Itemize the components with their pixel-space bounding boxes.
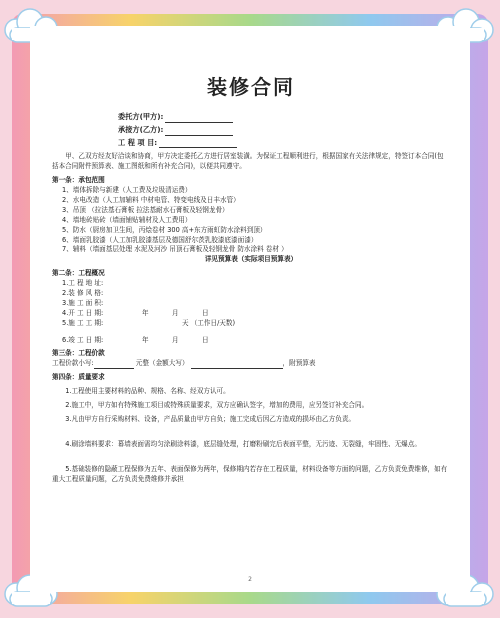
duration-unit: 天 （工作日/天数) [182,318,236,327]
list-item: 2、水电改造（人工加辅料 中材电管、特变电线及日丰水管） [62,195,240,204]
price-row [52,359,450,369]
price-suffix: ，附预算表 [282,359,316,368]
list-item: 7、辅料（墙面基层处理 水泥及河沙 吊顶石膏板及轻钢龙骨 防水涂料 卷材 ） [62,245,288,254]
day-unit: 日 [202,335,209,344]
list-item: 6、墙面乳胶漆（人工加乳胶漆基层及德国舒尔茨乳胶漆底漆面漆） [62,235,258,244]
document-title: 装修合同 [207,75,295,99]
party-a-label: 委托方(甲方): [118,112,164,121]
overview-label: 4.开 工 日 期: [62,308,104,317]
overview-label: 2.装 修 风 格: [62,288,104,297]
overview-row [52,309,450,319]
page-number: 2 [248,576,252,583]
overview-row [52,299,450,309]
scope-list [52,186,450,255]
contract-page [30,26,470,592]
list-item: 3、吊顶 （拉法基石膏板 拉法基耐水石膏板及轻钢龙骨） [62,205,229,214]
quality-paragraph-1: 1.工程使用主要材料的品种、规格、名称、经双方认可。 [65,387,230,396]
project-field [118,138,450,149]
price-words-blank[interactable] [191,360,283,369]
overview-label: 3.施 工 面 积: [62,298,104,307]
overview-row [52,279,450,289]
section2-title: 第二条：工程概况 [52,269,105,278]
overview-label: 1.工 程 地 址: [62,279,104,288]
section3-title: 第三条：工程价款 [52,349,105,358]
project-label: 工 程 项 目: [118,137,158,147]
price-mid: 元整（金额大写） [135,359,189,368]
day-unit: 日 [202,308,209,317]
party-a-field [118,112,450,123]
quality-paragraph-4: 4.刷涂墙料要求：幕墙表面需均匀涂刷涂料漆，底层缝处理，打磨粉刷完后表面平整，无污迹、无裂缝，牢固性、无爆点。 [65,439,421,448]
overview-row [52,336,450,346]
year-unit: 年 [142,335,149,344]
list-item: 4、墙地砖贴砖（墙面铺贴辅材及人工费用） [62,215,192,224]
budget-note: 详见预算表（实际项目预算表） [204,255,298,264]
section4-title: 第四条：质量要求 [52,373,105,382]
party-b-label: 承接方(乙方): [118,124,164,134]
list-item: 5、防水（厨房加卫生间，丙烩卷材 300 高+东方雨虹防水涂料到顶） [62,225,267,234]
party-b-blank[interactable] [165,127,233,136]
price-prefix: 工程价款小写: [52,359,94,368]
overview-label: 5.施 工 工 期: [62,318,104,327]
year-unit: 年 [142,308,149,317]
price-amount-blank[interactable] [94,360,134,369]
project-blank[interactable] [159,139,237,148]
quality-paragraph-2: 2.施工中，甲方如有特殊施工项目或特殊质量要求，双方应确认签字，增加的费用，应另签订补充合同。 [65,400,369,409]
party-a-blank[interactable] [165,114,233,123]
quality-paragraph-3: 3.凡由甲方自行采购材料、设备，产品质量由甲方自负；施工完成后因乙方造成的损坏由乙方负责。 [65,414,356,423]
overview-label: 6.竣 工 日 期: [62,335,104,344]
month-unit: 月 [172,308,179,317]
section1-title: 第一条：承包范围 [52,176,105,185]
intro-paragraph: 甲、乙双方经友好洽谈和协商，甲方决定委托乙方进行居室装潢。为保证工程顺利进行，根据国家有关法律规定，特签订本合同(包括本合同附件预算表、施工图纸和所有补充合同)，以便共同遵守。 [52,152,444,171]
overview-row [52,289,450,299]
list-item: 1、墙体拆除与新建（人工费及垃圾清运费） [62,186,192,195]
contract-content [52,72,450,488]
month-unit: 月 [172,335,179,344]
party-b-field [118,125,450,136]
overview-row [52,319,450,329]
quality-paragraph-5: 5.基础装修的隐蔽工程保修为五年、表面保修为两年，保修期内若存在工程质量，材料设备等方面的问题，乙方负责免费维修，如有重大工程质量问题，乙方负责免费维修并承担 [52,464,448,483]
